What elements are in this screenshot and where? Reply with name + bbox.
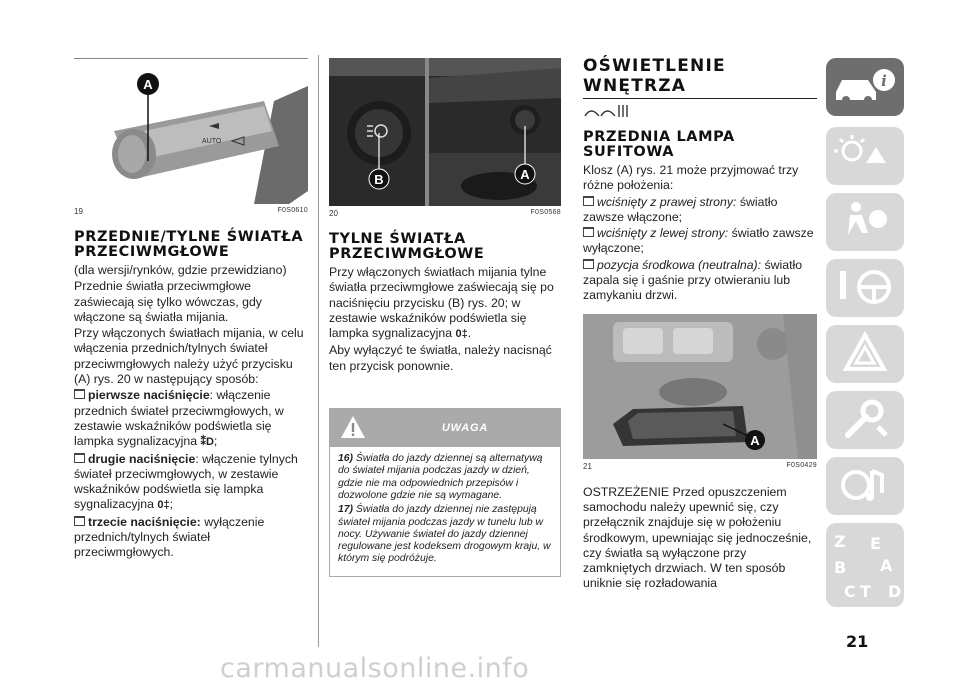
page-number: 21 bbox=[846, 632, 869, 651]
figure-number: 19 bbox=[74, 207, 83, 216]
list-item: wciśnięty z prawej strony: światło zawsze włączone; bbox=[583, 194, 778, 224]
figure-21 bbox=[583, 314, 817, 459]
section-body bbox=[329, 265, 561, 374]
column-2 bbox=[329, 0, 561, 577]
section-heading: TYLNE ŚWIATŁA PRZECIWMGŁOWE bbox=[329, 231, 485, 262]
index-letter: T bbox=[860, 582, 871, 601]
callout-a: A bbox=[143, 77, 153, 92]
warning-header bbox=[330, 409, 560, 447]
callout-a: A bbox=[520, 167, 530, 182]
index-letter: C bbox=[844, 582, 856, 601]
warning-lights-icon bbox=[826, 127, 904, 185]
index-letter: A bbox=[880, 556, 893, 575]
rear-fog-light-icon: 0‡ bbox=[157, 499, 170, 512]
checkbox-bullet-icon bbox=[583, 196, 594, 206]
wrench-icon bbox=[826, 391, 904, 449]
chapter-tab-technical-data[interactable] bbox=[826, 457, 904, 515]
steering-wheel-icon bbox=[826, 259, 904, 317]
checkbox-bullet-icon bbox=[583, 227, 594, 237]
svg-text:i: i bbox=[881, 72, 887, 90]
chapter-tab-instruments[interactable] bbox=[826, 127, 904, 185]
chapter-tab-safety[interactable] bbox=[826, 193, 904, 251]
figure-caption bbox=[583, 462, 817, 471]
list-item: pierwsze naciśnięcie: włączenie przednich świateł przeciwmgłowych, w zestawie wskaźników podświetla się lampka sygnalizacyjna ⁑D; bbox=[74, 388, 284, 449]
chapter-tab-getting-to-know[interactable] bbox=[826, 58, 904, 116]
index-letter: D bbox=[888, 582, 902, 601]
section-heading: PRZEDNIE/TYLNE ŚWIATŁA PRZECIWMGŁOWE bbox=[74, 229, 304, 260]
warning-box bbox=[329, 408, 561, 577]
watermark: carmanualsonline.info bbox=[220, 653, 530, 684]
warning-paragraph: OSTRZEŻENIE Przed opuszczeniem samochodu należy upewnić się, czy przełącznik znajduje się w położeniu środkowym, upewniając się jednocześnie, czy światła są wyłączone przy zamkniętych drzwiach. W ten sposób uniknie się rozładowania bbox=[583, 484, 812, 591]
auto-mark: AUTO bbox=[202, 138, 222, 145]
index-letter: Z bbox=[834, 532, 846, 551]
section-heading: PRZEDNIA LAMPA SUFITOWA bbox=[583, 129, 735, 160]
list-item: drugie naciśnięcie: włączenie tylnych świateł przeciwmgłowych, w zestawie wskaźników podświetla się lampka sygnalizacyjna 0‡; bbox=[74, 451, 298, 512]
technical-data-icon bbox=[826, 457, 904, 515]
chapter-tab-index[interactable] bbox=[826, 523, 904, 607]
list-item: pozycja środkowa (neutralna): światło zapala się i gaśnie przy otwieraniu lub zamykaniu drzwi. bbox=[583, 257, 803, 303]
figure-code: F0S0429 bbox=[786, 461, 817, 469]
checkbox-bullet-icon bbox=[74, 453, 85, 463]
checkbox-bullet-icon bbox=[583, 259, 594, 269]
callout-b: B bbox=[374, 172, 384, 187]
figure-code: F0S0610 bbox=[277, 207, 308, 214]
title-rule bbox=[583, 98, 817, 99]
figure-20 bbox=[329, 58, 561, 206]
figure-code: F0S0568 bbox=[530, 209, 561, 216]
figure-number: 20 bbox=[329, 209, 338, 218]
column-1 bbox=[74, 0, 308, 562]
warning-title: UWAGA bbox=[441, 422, 489, 435]
paragraph-2: Przy włączonych światłach mijania, w celu włączenia przednich/tylnych świateł przeciwmgłowych należy użyć przycisku (A) rys. 20 w następujący sposób: bbox=[74, 326, 304, 387]
figure-caption bbox=[74, 207, 308, 216]
paragraph-1: Klosz (A) rys. 21 może przyjmować trzy różne położenia: bbox=[583, 163, 799, 193]
list-item: trzecie naciśnięcie: wyłączenie przednich/tylnych świateł przeciwmgłowych. bbox=[74, 514, 265, 560]
chapter-tab-maintenance[interactable] bbox=[826, 391, 904, 449]
checkbox-bullet-icon bbox=[74, 389, 85, 399]
warning-note-16: 16) Światła do jazdy dziennej są alternatywą do świateł mijania podczas jazdy w dzień, gdzie nie ma odpowiednich przepisów i dozwolone gdzie nie są wymagane. bbox=[338, 453, 543, 501]
list-item: wciśnięty z lewej strony: światło zawsze wyłączone; bbox=[583, 226, 814, 256]
chapter-title: OŚWIETLENIE WNĘTRZA bbox=[583, 56, 726, 96]
section-body bbox=[74, 263, 308, 561]
chapter-tab-emergency[interactable] bbox=[826, 325, 904, 383]
top-rule bbox=[74, 58, 308, 59]
index-letter: B bbox=[834, 558, 847, 577]
paragraph-1: Przednie światła przeciwmgłowe zaświecają się tylko wówczas, gdy włączone są światła mijania. bbox=[74, 279, 262, 324]
figure-caption bbox=[329, 209, 561, 218]
paragraph-2: Aby wyłączyć te światła, należy nacisnąć ten przycisk ponownie. bbox=[329, 343, 552, 373]
interior-light-icon bbox=[583, 102, 631, 120]
warning-note-17: 17) Światła do jazdy dziennej nie zastępują świateł mijania podczas jazdy w tunelu lub w nocy. Używanie świateł do jazdy dziennej regulowane jest kodeksem drogowym kraju, w którym się podróżuje. bbox=[338, 504, 551, 565]
checkbox-bullet-icon bbox=[74, 516, 85, 526]
car-info-icon bbox=[826, 58, 904, 116]
column-divider bbox=[318, 55, 319, 647]
dashboard-photo bbox=[329, 58, 561, 206]
alphabet-index-icon bbox=[826, 523, 904, 607]
warning-body bbox=[330, 447, 560, 576]
chapter-tab-starting-driving[interactable] bbox=[826, 259, 904, 317]
front-fog-light-icon: ⁑D bbox=[200, 436, 214, 449]
column-3 bbox=[583, 0, 817, 592]
rear-fog-light-icon: 0‡ bbox=[455, 328, 468, 341]
availability-note: (dla wersji/rynków, gdzie przewidziano) bbox=[74, 263, 287, 277]
section-body bbox=[583, 163, 817, 304]
stalk-illustration bbox=[74, 61, 308, 204]
paragraph-1: Przy włączonych światłach mijania tylne światła przeciwmgłowe zaświecają się po naciśnięciu przycisku (B) rys. 20; w zestawie wskaźników podświetla się lampka sygnalizacyjna 0‡. bbox=[329, 265, 554, 341]
figure-number: 21 bbox=[583, 461, 592, 471]
index-letter: E bbox=[870, 534, 881, 553]
emergency-triangle-icon bbox=[826, 325, 904, 383]
ceiling-lamp-photo bbox=[583, 314, 817, 459]
figure-19 bbox=[74, 61, 308, 204]
airbag-icon bbox=[826, 193, 904, 251]
callout-a: A bbox=[750, 432, 760, 448]
